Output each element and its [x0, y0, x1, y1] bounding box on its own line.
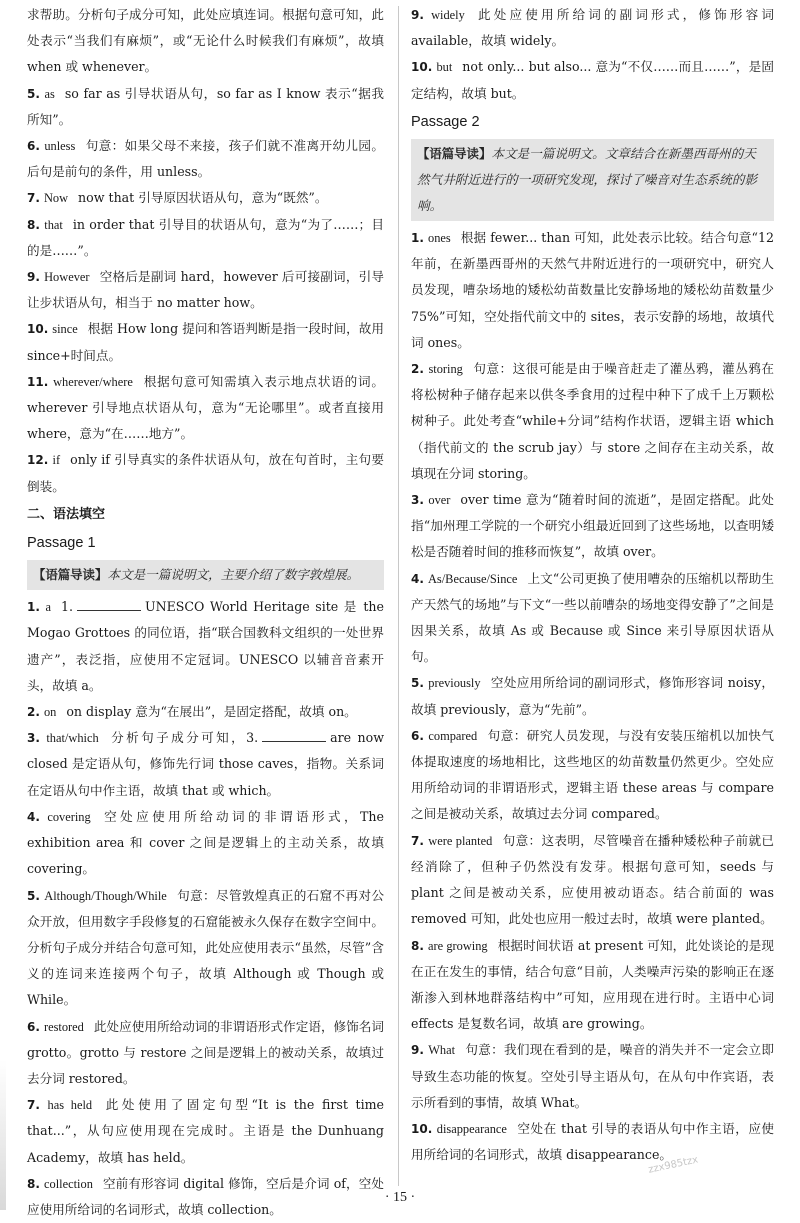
answer-item — [27, 594, 384, 699]
item-answer: compared — [428, 728, 478, 743]
item-number: 7. — [411, 833, 424, 848]
item-answer: has held — [47, 1098, 93, 1113]
answer-item — [411, 225, 774, 356]
item-answer: As/Because/Since — [427, 571, 518, 586]
answer-item — [411, 2, 774, 54]
item-answer: on — [43, 705, 57, 720]
answer-item — [27, 264, 384, 316]
item-answer: a — [45, 600, 51, 615]
item-answer: storing — [428, 362, 463, 377]
item-explanation: 根据时间状语 at present 可知，此处谈论的是现在正在发生的事情，结合句意“目前，人类噪声污染的影响正在逐渐渗入到林地群落结构中”可知，应用现在进行时。主语中心词 effects 是复数名词，故填 are growing。 — [411, 937, 774, 1032]
item-answer: covering — [47, 809, 91, 824]
item-answer: disappearance — [436, 1121, 507, 1136]
answer-item — [411, 933, 774, 1038]
item-number: 10. — [27, 322, 49, 337]
column-divider — [398, 6, 399, 1186]
item-explanation: 空处应使用所给动词的非谓语形式，The exhibition area 和 cover 之间是逻辑上的主动关系，故填 covering。 — [27, 808, 384, 877]
item-answer: restored — [43, 1019, 84, 1034]
item-explanation: over time 意为“随着时间的流逝”，是固定搭配。此处指“加州理工学院的一个研究小组最近回到了这些场地，以查明矮松是否随着时间的推移而恢复”，故填 over。 — [411, 492, 774, 560]
item-explanation: 句意：研究人员发现，与没有安装压缩机以加快气体提取速度的场地相比，这些地区的幼苗数量仍然更少。空处应用所给动词的非谓语形式，逻辑主语 these areas 与 compare 之间是被动关系，故填过去分词 compared。 — [411, 727, 774, 822]
answer-item — [411, 54, 774, 106]
item-explanation: 空前有形容词 digital 修饰，空后是介词 of，空处应使用所给词的名词形式，故填 collection。 — [27, 1175, 384, 1217]
item-explanation: not only... but also... 意为“不仅……而且……”，是固定结构，故填 but。 — [411, 59, 774, 101]
passage-1-guide — [27, 560, 384, 590]
answer-item — [27, 316, 384, 368]
item-number: 6. — [27, 139, 40, 154]
item-number: 6. — [27, 1019, 40, 1034]
guide-tag: 【语篇导读】 — [33, 567, 108, 583]
item-explanation: 上文“公司更换了使用嘈杂的压缩机以帮助生产天然气的场地”与下文“一些以前嘈杂的场地变得安静了”之间是因果关系，故填 As 或 Because 或 Since 来引导原因状语从句。 — [411, 570, 774, 665]
item-explanation: 此处应使用所给词的副词形式，修饰形容词 available，故填 widely。 — [411, 7, 774, 49]
item-answer: since — [52, 322, 78, 337]
item-answer: However — [44, 270, 90, 285]
item-explanation: only if 引导真实的条件状语从句，放在句首时，主句要倒装。 — [27, 452, 384, 494]
item-explanation: so far as 引导状语从句，so far as I know 表示“据我所知”。 — [27, 85, 384, 127]
item-number: 9. — [411, 1043, 424, 1058]
item-number: 12. — [27, 453, 49, 468]
item-number: 9. — [27, 270, 40, 285]
section-title: 二、语法填空 — [27, 506, 106, 522]
guide-text: 本文是一篇说明文，主要介绍了数字敦煌展。 — [107, 567, 360, 583]
item-answer: wherever/where — [53, 374, 133, 389]
item-answer: previously — [428, 676, 481, 691]
item-explanation: 根据 How long 提问和答语判断是指一段时间，故用 since+时间点。 — [27, 321, 384, 363]
item-number: 4. — [27, 809, 40, 824]
answer-item — [411, 670, 774, 722]
item-number: 1. — [411, 231, 424, 246]
page-number: · 15 · — [384, 1190, 416, 1205]
item-answer: that — [44, 217, 63, 232]
item-number: 10. — [411, 60, 433, 75]
item-number: 4. — [411, 571, 424, 586]
item-explanation: 根据 fewer... than 可知，此处表示比较。结合句意“12 年前，在新墨西哥州的天然气井附近进行的一项研究中，研究人员发现，嘈杂场地的矮松幼苗数量比安静场地的矮松幼苗数量少 75%”可知，空处指代前文中的 sites，表示安静的场地，故填代词 ones。 — [411, 230, 774, 350]
answer-item — [411, 1037, 774, 1116]
item-explanation: 句意：我们现在看到的是，噪音的消失并不一定会立即导致生态功能的恢复。空处引导主语从句，在从句中作宾语，表示所看到的事情，故填 What。 — [411, 1042, 775, 1110]
item-answer: unless — [44, 139, 76, 154]
item-answer: that/which — [46, 731, 99, 746]
answer-item — [27, 1014, 384, 1093]
item-explanation: on display 意为“在展出”，是固定搭配，故填 on。 — [66, 704, 357, 720]
answer-item — [27, 369, 384, 448]
item-number: 5. — [411, 676, 424, 691]
item-number: 5. — [27, 888, 40, 903]
item-explanation: now that 引导原因状语从句，意为“既然”。 — [78, 190, 328, 206]
item-explanation: 句意：这很可能是由于噪音赶走了灌丛鸦，灌丛鸦在将松树种子储存起来以供冬季食用的过程中种下了成千上万颗松树种子。此处考查“while+分词”结构作状语，逻辑主语 which（指代前文的 the scrub jay）与 store 之间存在主动关系，故填现在分词 storing。 — [411, 361, 775, 481]
answer-item — [411, 487, 774, 566]
item-answer: collection — [44, 1176, 93, 1191]
item-explanation: 句意：这表明，尽管噪音在播种矮松种子前就已经消除了，但种子仍然没有发芽。根据句意可知，seeds 与 plant 之间是被动关系，应使用被动语态。结合前面的 was removed 可知，此处也应用一般过去时，故填 were planted。 — [411, 832, 774, 927]
answer-item — [27, 804, 384, 883]
item-explanation-pre: 1. — [60, 599, 73, 615]
answer-item — [411, 356, 774, 487]
answer-item — [27, 883, 384, 1014]
item-number: 7. — [27, 191, 40, 206]
answer-item — [27, 81, 384, 133]
blank-line — [262, 729, 326, 742]
item-number: 7. — [27, 1098, 40, 1113]
guide-text: 本文是一篇说明文。文章结合在新墨西哥州的天然气井附近进行的一项研究发现，探讨了噪音对生态系统的影响。 — [417, 146, 758, 214]
item-answer: but — [436, 60, 453, 75]
item-explanation: 根据句意可知需填入表示地点状语的词。wherever 引导地点状语从句，意为“无论哪里”。或者直接用 where，意为“在……地方”。 — [27, 373, 384, 442]
item-answer: widely — [431, 8, 465, 22]
item-number: 8. — [411, 938, 424, 953]
item-explanation-post: UNESCO World Heritage site 是 the Mogao Grottoes 的同位语，指“联合国教科文组织的一处世界遗产”，表泛指，应使用不定冠词。UNESCO 以辅音音素开头，故填 a。 — [27, 599, 384, 693]
answer-item — [27, 447, 384, 499]
watermark: zzx985tzx — [647, 1154, 700, 1176]
item-answer: over — [428, 493, 451, 508]
item-explanation-post: are now closed 是定语从句，修饰先行词 those caves，指物。关系词在定语从句中作主语，故填 that 或 which。 — [27, 730, 384, 798]
answer-item — [27, 1092, 384, 1171]
item-number: 8. — [27, 217, 40, 232]
item-answer: Now — [43, 191, 69, 206]
item-number: 2. — [411, 362, 424, 377]
item-number: 6. — [411, 728, 424, 743]
item-number: 5. — [27, 86, 40, 101]
item-answer: What — [428, 1043, 456, 1058]
left-column — [27, 2, 384, 1223]
item-explanation: 此处应使用所给动词的非谓语形式作定语，修饰名词 grotto。grotto 与 restore 之间是逻辑上的被动关系，故填过去分词 restored。 — [27, 1018, 384, 1086]
right-column — [411, 2, 774, 1168]
item-explanation: in order that 引导目的状语从句，意为“为了……；目的是……”。 — [27, 216, 384, 258]
intro-continuation: 求帮助。分析句子成分可知，此处应填连词。根据句意可知，此处表示“当我们有麻烦”，或“无论什么时候我们有麻烦”，故填 when 或 whenever。 — [27, 7, 384, 75]
passage-2-guide — [411, 139, 774, 221]
item-number: 8. — [27, 1176, 40, 1191]
item-number: 10. — [411, 1121, 433, 1136]
item-number: 11. — [27, 374, 49, 389]
item-number: 2. — [27, 705, 40, 720]
item-answer: ones — [428, 231, 451, 246]
item-explanation: 空处应用所给词的副词形式，修饰形容词 noisy，故填 previously，意为“先前”。 — [411, 675, 774, 717]
item-number: 3. — [411, 493, 424, 508]
answer-item — [411, 723, 774, 828]
scan-edge-shadow — [0, 1060, 6, 1210]
item-explanation: 空格后是副词 hard，however 后可接副词，引导让步状语从句，相当于 no matter how。 — [27, 269, 384, 311]
item-answer: were planted — [428, 833, 493, 848]
answer-item — [411, 828, 774, 933]
item-number: 3. — [27, 731, 40, 746]
item-answer: if — [52, 453, 61, 468]
answer-item — [27, 133, 384, 185]
answer-item — [27, 725, 384, 804]
item-number: 9. — [411, 8, 424, 22]
item-explanation: 空处在 that 引导的表语从句中作主语，应使用所给词的名词形式，故填 disappearance。 — [411, 1120, 774, 1163]
item-explanation: 句意：如果父母不来接，孩子们就不准离开幼儿园。后句是前句的条件，用 unless。 — [27, 138, 384, 180]
item-explanation-pre: 分析句子成分可知，3. — [108, 730, 259, 746]
guide-tag: 【语篇导读】 — [417, 146, 492, 162]
answer-item — [411, 566, 774, 671]
item-answer: are growing — [428, 938, 488, 953]
item-answer: Although/Though/While — [44, 888, 167, 903]
item-number: 1. — [27, 600, 40, 615]
answer-item — [27, 699, 384, 725]
answer-item — [27, 212, 384, 264]
blank-line — [77, 598, 141, 611]
item-explanation: 句意：尽管敦煌真正的石窟不再对公众开放，但用数字手段修复的石窟能被永久保存在数字空间中。分析句子成分并结合句意可知，此处应使用表示“虽然，尽管”含义的连词来连接两个句子，故填 Although 或 Though 或 While。 — [27, 887, 384, 1008]
passage-1-title: Passage 1 — [27, 535, 96, 552]
passage-2-title: Passage 2 — [411, 113, 480, 130]
answer-item — [27, 185, 384, 211]
item-answer: as — [44, 86, 55, 101]
item-explanation: 此处使用了固定句型“It is the first time that...”，从句应使用现在完成时。主语是 the Dunhuang Academy，故填 has held。 — [27, 1097, 385, 1165]
